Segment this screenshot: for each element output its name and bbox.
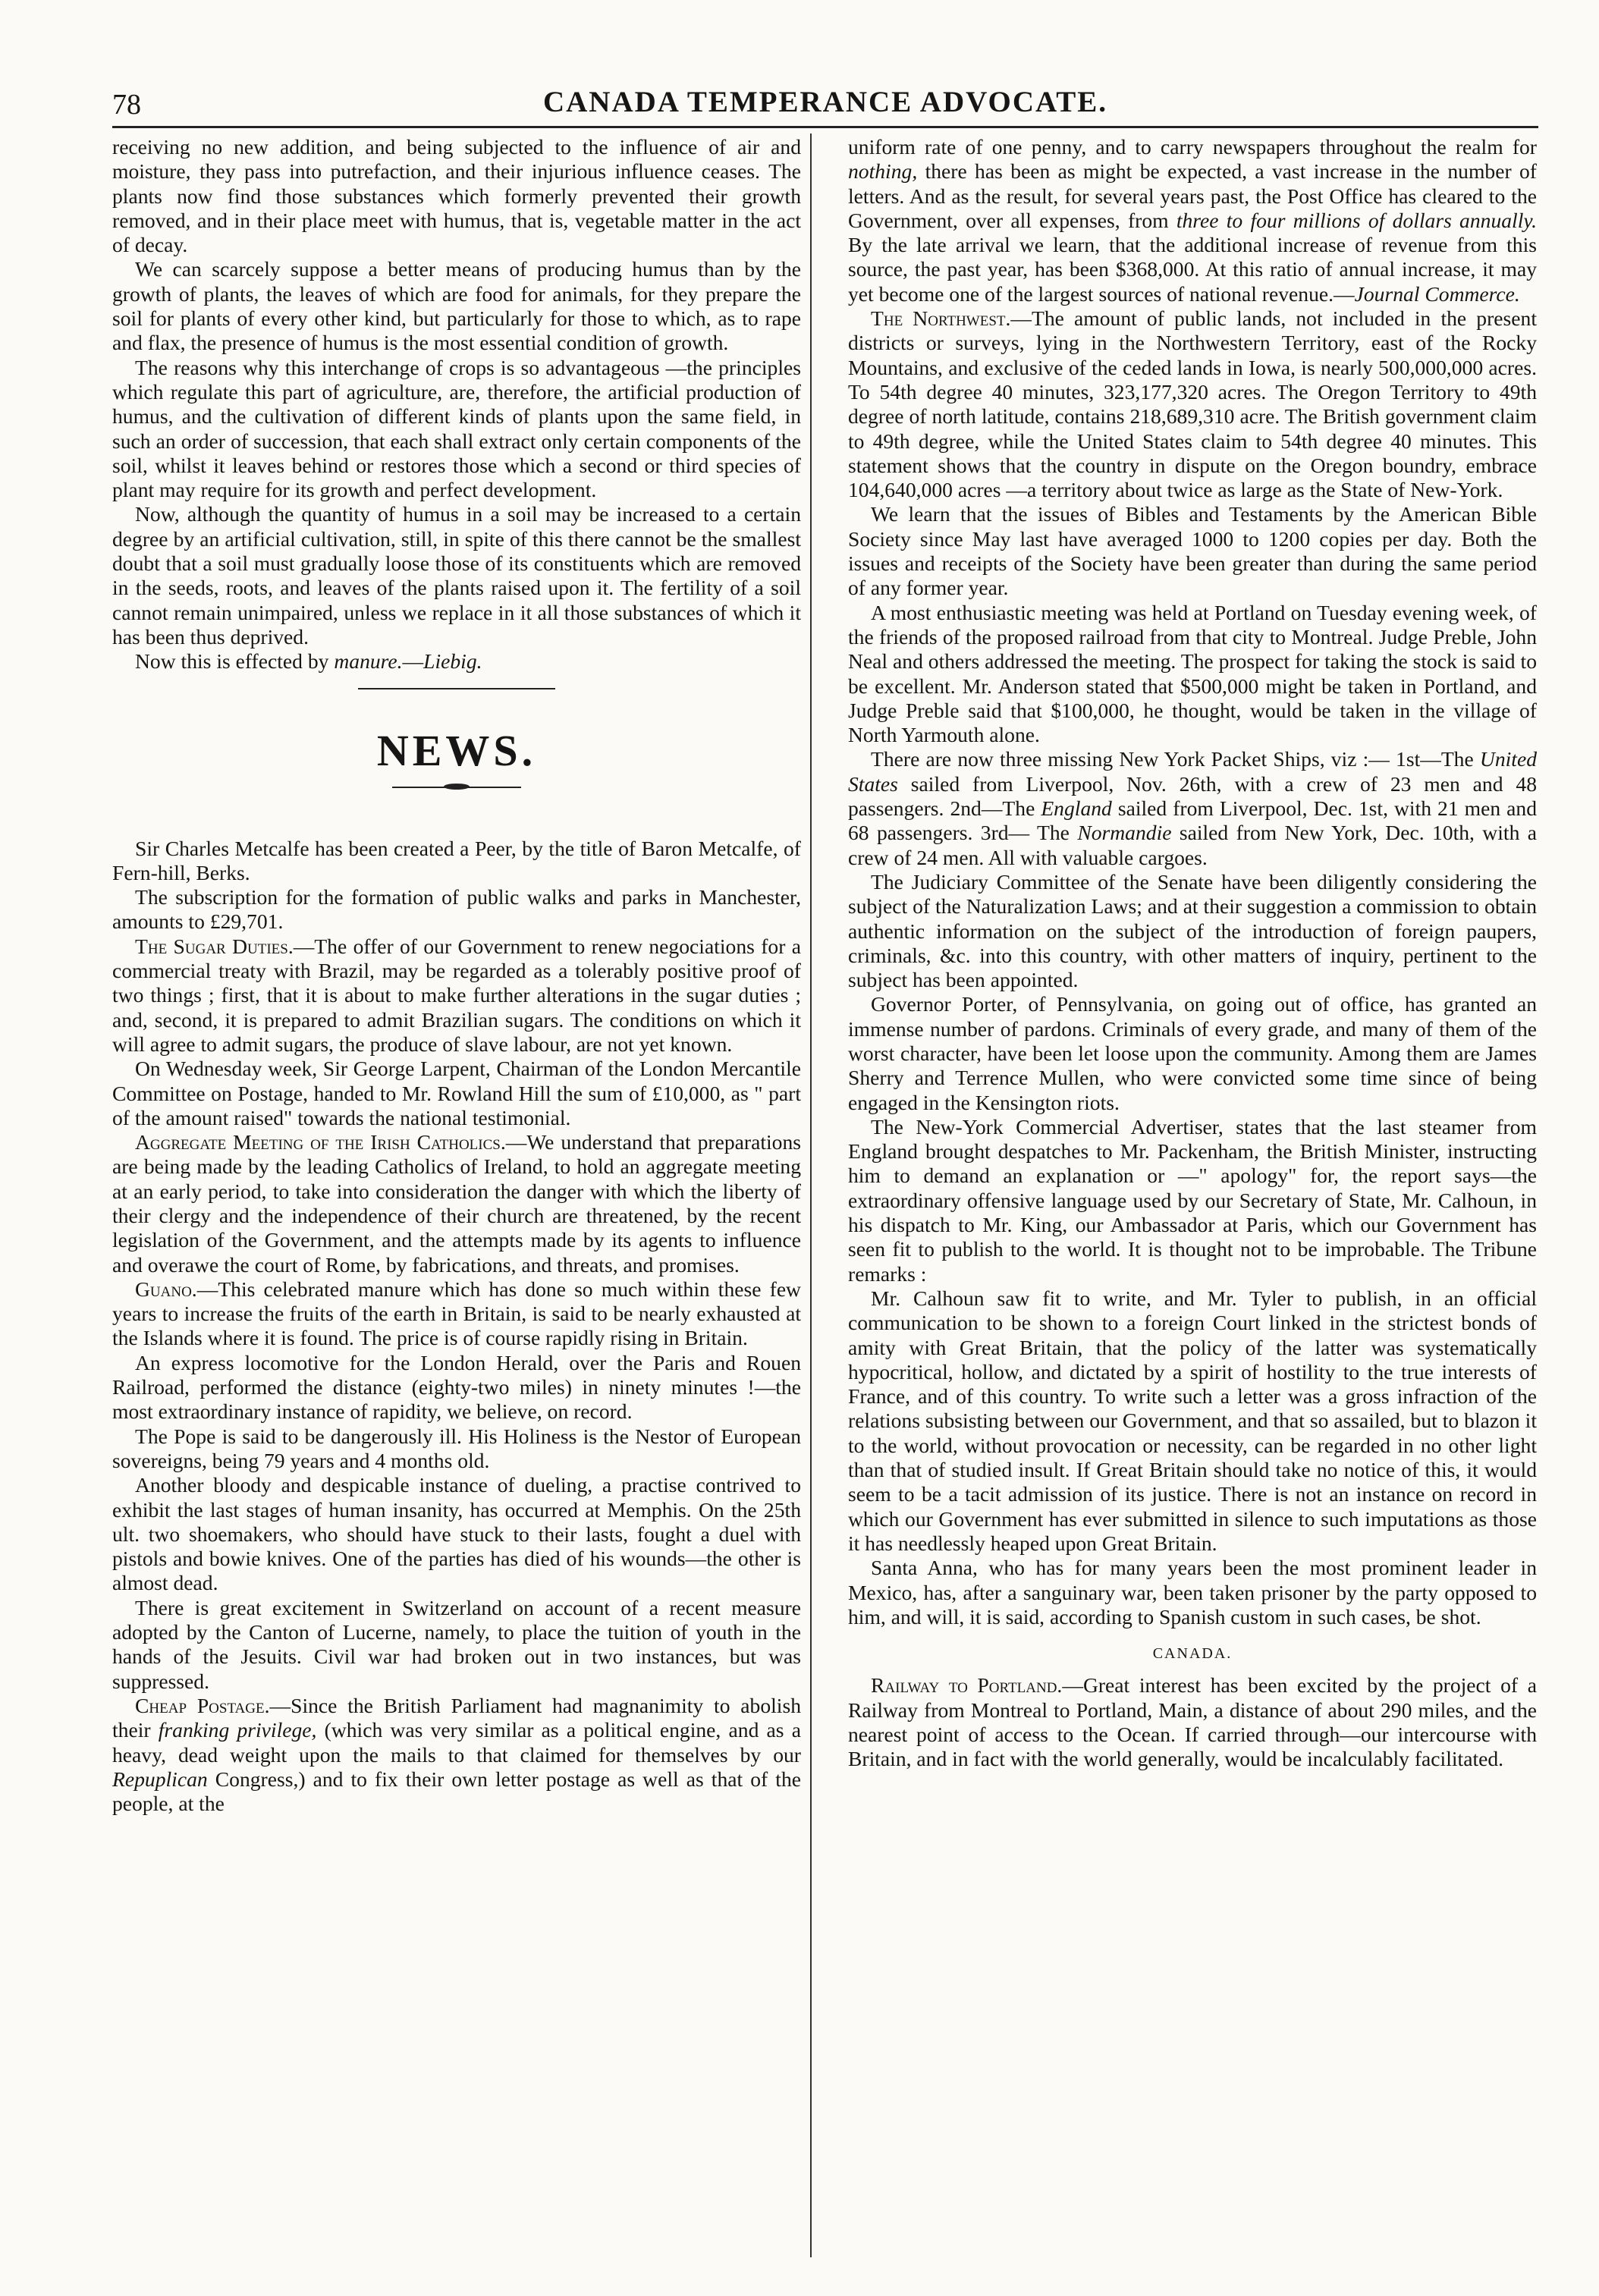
text-run: Congress,) and to fix their own letter postage as well as that of the people, at the [112,1767,801,1816]
item-heading: Aggregate Meeting of the Irish Catholics. [135,1130,506,1154]
column-divider [810,133,812,2257]
news-item: The Judiciary Committee of the Senate have been diligently considering the subject of the Naturalization Laws; and at their suggestion a commission to obtain authentic information on the subject of the introduction of foreign paupers, criminals, &c. into this country, with other matters of inquiry, pertinent to the subject has been appointed. [848,869,1537,992]
news-section-title: NEWS. [376,725,537,775]
right-column [848,135,1537,1772]
news-item: The Pope is said to be dangerously ill. His Holiness is the Nestor of European sovereigns, being 79 years and 4 months old. [112,1424,801,1472]
news-item: An express locomotive for the London Herald, over the Paris and Rouen Railroad, performed the distance (eighty-two miles) in ninety minutes !—the most extraordinary instance of rapidity, we believe, on record. [112,1350,801,1424]
quotation: Mr. Calhoun saw fit to write, and Mr. Tyler to publish, in an official communication to be shown to a foreign Court linked in the strictest bonds of amity with Great Britain, that the policy of the latter was systematically hypocritical, hollow, and dictated by a spirit of hostility to the true interests of France, and of this country. To write such a letter was a gross infraction of the relations subsisting between our Government, and that so assailed, but to blazon it to the world, without provocation or necessity, can be regarded in no other light than that of studied insult. If Great Britain should take no notice of this, it would seem to be a tacit admission of its justice. There is not an instance on record in which our Government has ever submitted in silence to such imputations as those it has needlessly heaped upon Great Britain. [848,1286,1537,1555]
italic-run: three to four millions of dollars annually. [1176,208,1538,232]
text-run: By the late arrival we learn, that the additional increase of revenue from this source, the past year, has been $368,000. At this ratio of annual increase, it may yet become one of the largest sources of national revenue.— [848,233,1537,306]
text-run: —This celebrated manure which has done so much within these few years to increase the fruits of the earth in Britain, is said to be nearly exhausted at the Islands where it is found. The price is of course rapidly rising in Britain. [112,1277,801,1350]
news-item [848,747,1537,869]
news-item: Another bloody and despicable instance of dueling, a practise contrived to exhibit the last stages of human insanity, has occurred at Memphis. On the 25th ult. two shoemakers, who should have stuck to their lasts, fought a duel with pistols and bowie knives. One of the parties has died of his wounds—the other is almost dead. [112,1473,801,1595]
ship-name: Normandie [1077,821,1172,845]
header-rule [112,126,1538,128]
news-item [112,1130,801,1277]
news-item [112,934,801,1057]
item-heading: Railway to Portland. [871,1673,1063,1698]
source-credit: Journal Commerce. [1354,281,1520,306]
running-head: CANADA TEMPERANCE ADVOCATE. [542,86,1108,118]
paragraph: receiving no new addition, and being subjected to the influence of air and moisture, they pass into putrefaction, and their injurious influence ceases. The plants now find those substances which formerly prevented their growth removed, and in their place meet with humus, that is, vegetable matter in the act of decay. [112,135,801,257]
text-run: sailed from Liverpool, Dec. 1st, with 21 men and 68 passengers. 3rd— The [848,796,1537,845]
item-heading: The Sugar Duties. [135,934,294,958]
ship-name: England [1041,796,1112,821]
news-item: Governor Porter, of Pennsylvania, on going out of office, has granted an immense number of pardons. Criminals of every grade, and many of them of the worst character, have been let loose upon the community. Among them are James Sherry and Terrence Mullen, who were convicted some time since of being engaged in the Kensington riots. [848,992,1537,1114]
news-item [112,1694,801,1816]
ship-name: United States [848,747,1537,796]
text-run: —The amount of public lands, not included in the present districts or surveys, lying in the Northwestern Territory, east of the Rocky Mountains, and exclusive of the ceded lands in Iowa, is nearly 500,000,000 acres. To 54th degree 40 minutes, 323,177,320 acres. The Oregon Territory to 49th degree of north latitude, contains 218,689,310 acre. The British government claim to 49th degree, while the United States claim to 54th degree 40 minutes. This statement shows that the country in dispute on the Oregon boundry, embrace 104,640,000 acres —a territory about twice as large as the State of New-York. [848,306,1537,502]
item-heading: Cheap Postage. [135,1693,270,1717]
paragraph: Now, although the quantity of humus in a soil may be increased to a certain degree by an artificial cultivation, still, in spite of this there cannot be the smallest doubt that a soil must gradually loose those of its constituents which are removed in the seeds, roots, and leaves of the plants raised upon it. The fertility of a soil cannot remain unimpaired, unless we replace in it all those substances of which it has been thus deprived. [112,502,801,649]
item-heading: Guano. [135,1277,197,1301]
page-number: 78 [112,89,141,121]
italic-run: manure. [334,649,403,674]
paragraph [112,649,801,674]
section-heading-canada: CANADA. [1152,1645,1233,1663]
news-item: There is great excitement in Switzerland on account of a recent measure adopted by the Canton of Lucerne, namely, to place the tuition of youth in the hands of the Jesuits. Civil war had broken out in two instances, but was suppressed. [112,1595,801,1693]
text-run: Now this is effected by [135,649,335,674]
text-run: There are now three missing New York Packet Ships, viz :— 1st—The [871,747,1480,771]
text-run: uniform rate of one penny, and to carry newspapers throughout the realm for [848,135,1537,159]
news-item: The subscription for the formation of public walks and parks in Manchester, amounts to £29,701. [112,885,801,934]
news-item: On Wednesday week, Sir George Larpent, Chairman of the London Mercantile Committee on Postage, handed to Mr. Rowland Hill the sum of £10,000, as " part of the amount raised" towards the national testimonial. [112,1057,801,1129]
news-item: Santa Anna, who has for many years been the most prominent leader in Mexico, has, after a sanguinary war, been taken prisoner by the party opposed to him, and will, it is said, according to Spanish custom in such cases, be shot. [848,1556,1537,1629]
text-run: —Since the British Parliament had magnanimity to abolish their [112,1693,802,1742]
left-column [112,135,801,1816]
paragraph: We can scarcely suppose a better means of producing humus than by the growth of plants, the leaves of which are food for animals, for they prepare the soil for plants of every other kind, but particularly for those to which, as to rape and flax, the presence of humus is the most essential condition of growth. [112,257,801,355]
paragraph: The reasons why this interchange of crops is so advantageous —the principles which regulate this part of agriculture, are, therefore, the artificial production of humus, and the cultivation of different kinds of plants upon the same field, in such an order of succession, that each shall extract only certain components of the soil, whilst it leaves behind or restores those which a second or third species of plant may require for its growth and perfect development. [112,355,801,502]
text-run: —Great interest has been excited by the project of a Railway from Montreal to Portland, Main, a distance of about 290 miles, and the nearest point of access to the Ocean. If carried through—our intercourse with Britain, and in fact with the world generally, would be incalculably facilitated. [848,1673,1537,1771]
italic-run: nothing, [848,159,918,184]
masthead [112,83,1538,129]
news-item: We learn that the issues of Bibles and Testaments by the American Bible Society since May last have averaged 1000 to 1200 copies per day. Both the issues and receipts of the Society have been greater than during the same period of any former year. [848,502,1537,600]
text-run: sailed from Liverpool, Nov. 26th, with a crew of 23 men and 48 passengers. 2nd—The [848,771,1537,821]
news-item [112,1277,801,1351]
paragraph [848,135,1537,306]
news-item: A most enthusiastic meeting was held at Portland on Tuesday evening week, of the friends of the proposed railroad from that city to Montreal. Judge Preble, John Neal and others addressed the meeting. The prospect for taking the stock is said to be excellent. Mr. Anderson stated that $500,000 might be taken in Portland, and Judge Preble said that $100,000, he thought, would be taken in the village of North Yarmouth alone. [848,600,1537,747]
news-item [848,1673,1537,1771]
item-heading: The Northwest. [871,306,1011,331]
article-author: Liebig. [423,649,482,674]
separator-rule [358,688,555,689]
text-run: sailed from New York, Dec. 10th, with a crew of 24 men. All with valuable cargoes. [848,821,1537,869]
text-run: —The offer of our Government to renew negociations for a commercial treaty with Brazil, may be regarded as a tolerably positive proof of two things ; first, that it is about to make further alterations in the sugar duties ; and, second, it is prepared to admit Brazilian sugars. The conditions on which it will agree to admit sugars, the produce of slave labour, are not yet known. [112,934,801,1056]
news-item: The New-York Commercial Advertiser, states that the last steamer from England brought despatches to Mr. Packenham, the British Minister, instructing him to demand an explanation or —" apology" for, the report says—the extraordinary offensive language used by our Secretary of State, Mr. Calhoun, in his dispatch to Mr. King, our Ambassador at Paris, which our Government has seen fit to publish to the world. It is thought not to be improbable. The Tribune remarks : [848,1114,1537,1286]
text-run: —We understand that preparations are being made by the leading Catholics of Ireland, to hold an aggregate meeting at an early period, to take into consideration the danger with which the liberty of their clergy and the independence of their church are threatened, by the recent legislation of the Government, and the attempts made by its agents to influence and overawe the court of Rome, by fabrications, and threats, and promises. [112,1130,802,1277]
text-run: — [402,649,424,674]
italic-run: franking privilege, [158,1718,317,1742]
news-item: Sir Charles Metcalfe has been created a Peer, by the title of Baron Metcalfe, of Fern-hill, Berks. [112,836,801,884]
ornament-rule [392,782,521,793]
italic-run: Repuplican [112,1767,208,1791]
text-run: there has been as might be expected, a vast increase in the number of letters. And as the result, for several years past, the Post Office has cleared to the Government, over all expenses, from [848,159,1537,232]
news-item [848,306,1537,502]
text-run: (which was very similar as a political engine, and as a heavy, dead weight upon the mails to that claimed for themselves by our [112,1718,801,1767]
